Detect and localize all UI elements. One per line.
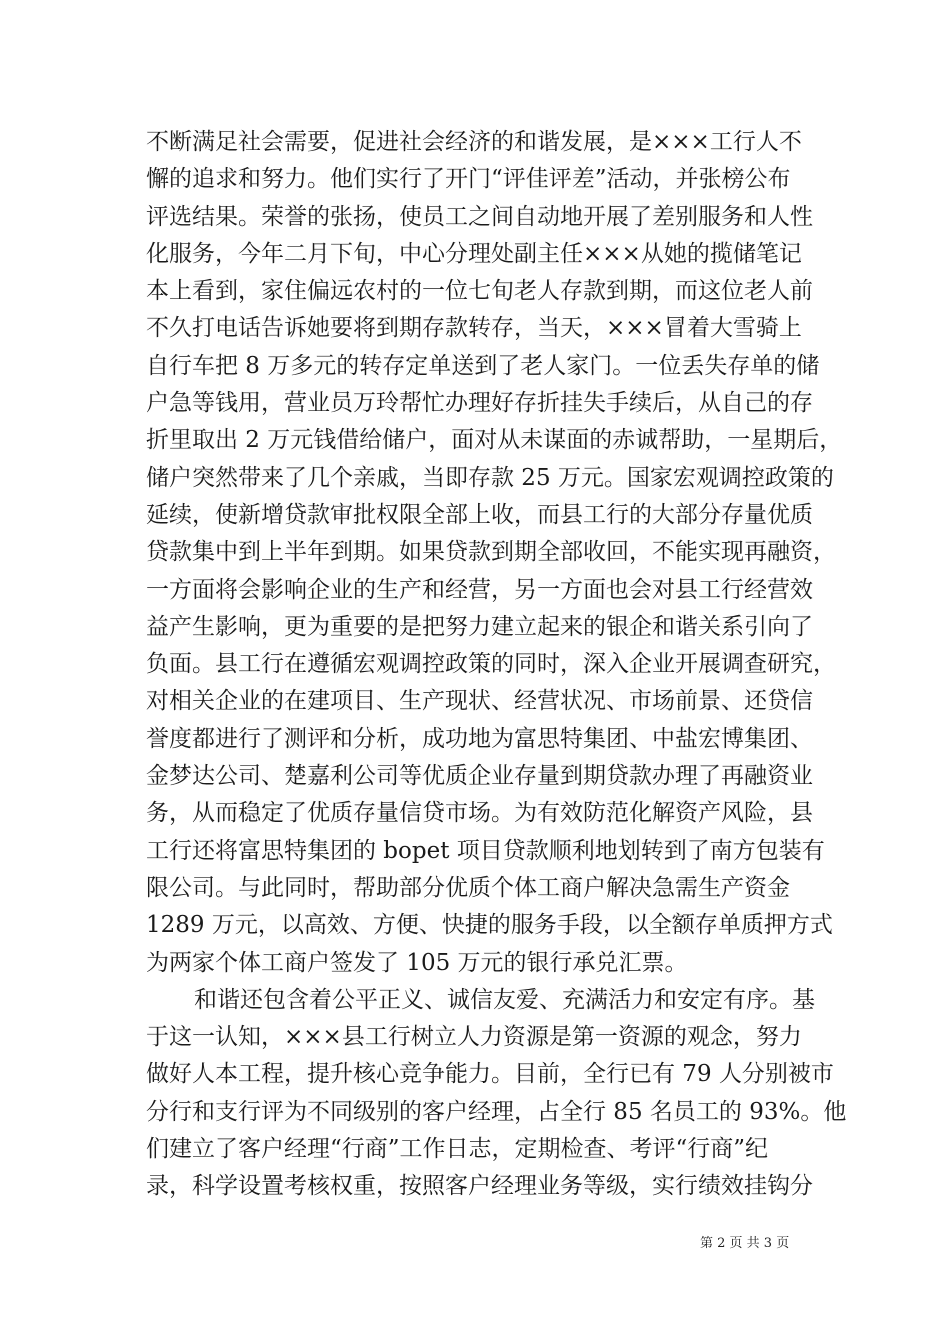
text-line: 延续，使新增贷款审批权限全部上收，而县工行的大部分存量优质 — [146, 501, 813, 528]
text-line: 分行和支行评为不同级别的客户经理，占全行 85 名员工的 93%。他 — [146, 1098, 847, 1125]
text-line: 1289 万元，以高效、方便、快捷的服务手段，以全额存单质押方式 — [146, 912, 833, 939]
text-line: 对相关企业的在建项目、生产现状、经营状况、市场前景、还贷信 — [146, 688, 813, 715]
text-line: 录，科学设置考核权重，按照客户经理业务等级，实行绩效挂钩分 — [146, 1173, 813, 1200]
text-line: 评选结果。荣誉的张扬，使员工之间自动地开展了差别服务和人性 — [146, 203, 813, 230]
text-line: 负面。县工行在遵循宏观调控政策的同时，深入企业开展调查研究， — [146, 651, 836, 678]
text-line: 们建立了客户经理“行商”工作日志，定期检查、考评“行商”纪 — [146, 1136, 769, 1163]
text-line: 贷款集中到上半年到期。如果贷款到期全部收回，不能实现再融资， — [146, 539, 836, 566]
text-line: 懈的追求和努力。他们实行了开门“评佳评差”活动，并张榜公布 — [146, 166, 791, 193]
text-line: 限公司。与此同时，帮助部分优质个体工商户解决急需生产资金 — [146, 874, 790, 901]
text-line: 不断满足社会需要，促进社会经济的和谐发展，是×××工行人不 — [146, 129, 802, 155]
document-body — [146, 124, 847, 1206]
text-line: 自行车把 8 万多元的转存定单送到了老人家门。一位丢失存单的储 — [146, 352, 820, 379]
text-line: 化服务，今年二月下旬，中心分理处副主任×××从她的揽储笔记 — [146, 240, 802, 267]
text-line: 本上看到，家住偏远农村的一位七旬老人存款到期，而这位老人前 — [146, 278, 813, 305]
text-line: 工行还将富思特集团的 bopet 项目贷款顺利地划转到了南方包装有 — [146, 837, 825, 864]
text-line: 为两家个体工商户签发了 105 万元的银行承兑汇票。 — [146, 949, 688, 976]
text-line: 誉度都进行了测评和分析，成功地为富思特集团、中盐宏博集团、 — [146, 725, 813, 752]
text-line: 于这一认知，×××县工行树立人力资源是第一资源的观念，努力 — [146, 1024, 802, 1051]
page-number-footer: 第 2 页 共 3 页 — [700, 1236, 790, 1251]
text-line: 户急等钱用，营业员万玲帮忙办理好存折挂失手续后，从自己的存 — [146, 390, 813, 417]
text-line: 做好人本工程，提升核心竞争能力。目前，全行已有 79 人分别被市 — [146, 1061, 834, 1088]
text-line: 金梦达公司、楚嘉利公司等优质企业存量到期贷款办理了再融资业 — [146, 763, 813, 790]
text-line: 不久打电话告诉她要将到期存款转存，当天，×××冒着大雪骑上 — [146, 315, 802, 342]
text-line: 益产生影响，更为重要的是把努力建立起来的银企和谐关系引向了 — [146, 613, 813, 640]
text-line: 储户突然带来了几个亲戚，当即存款 25 万元。国家宏观调控政策的 — [146, 464, 834, 491]
paragraph-start-line: 和谐还包含着公平正义、诚信友爱、充满活力和安定有序。基 — [194, 986, 815, 1013]
text-line: 折里取出 2 万元钱借给储户，面对从未谋面的赤诚帮助，一星期后， — [146, 427, 843, 454]
text-line: 务，从而稳定了优质存量信贷市场。为有效防范化解资产风险，县 — [146, 800, 813, 827]
text-line: 一方面将会影响企业的生产和经营，另一方面也会对县工行经营效 — [146, 576, 813, 603]
